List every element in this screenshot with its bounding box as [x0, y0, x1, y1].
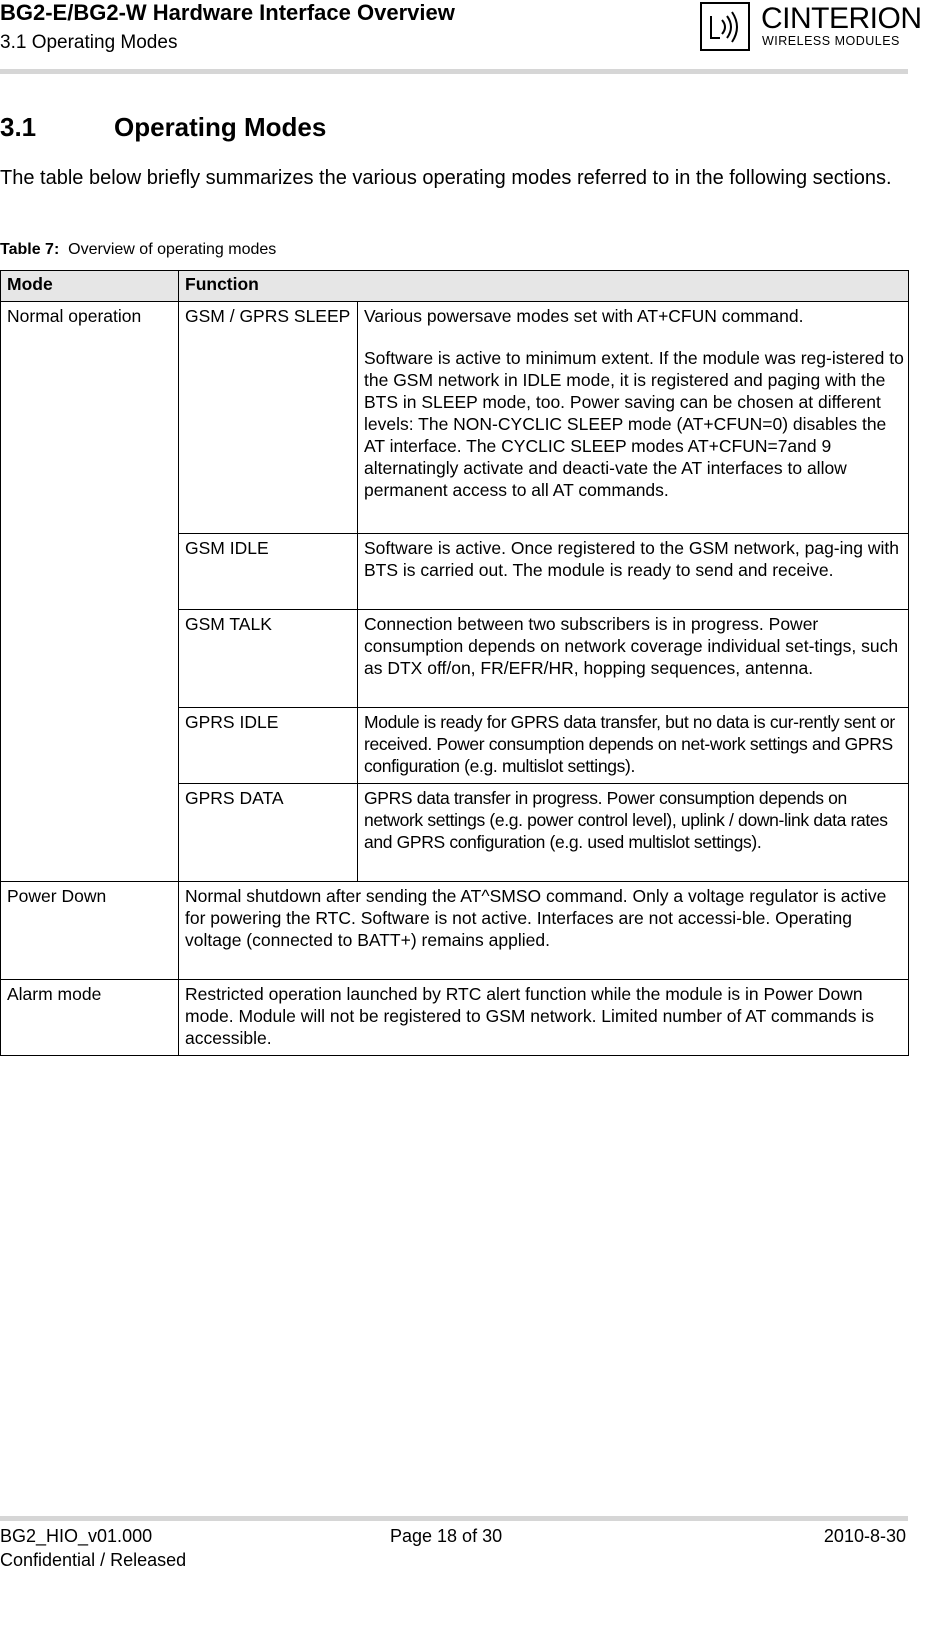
wireless-signal-icon [700, 2, 752, 52]
table-row [1, 882, 909, 980]
description-cell: Module is ready for GPRS data transfer, but no data is cur-rently sent or received. Power consumption depends on net-work settings and GPRS configuration (e.g. multislot settings). [358, 708, 909, 784]
submode-cell: GPRS IDLE [179, 708, 358, 784]
submode-cell: GPRS DATA [179, 784, 358, 882]
operating-modes-table [0, 270, 909, 1056]
table-row [1, 302, 909, 534]
table-header-row [1, 271, 909, 302]
cinterion-logo [700, 2, 922, 52]
logo-tagline: WIRELESS MODULES [762, 34, 900, 48]
table-caption-text: Overview of operating modes [68, 241, 277, 258]
table-caption [0, 240, 276, 260]
mode-cell: Alarm mode [1, 980, 179, 1056]
footer-date: 2010-8-30 [823, 1526, 906, 1546]
section-number: 3.1 [0, 112, 37, 142]
header-function: Function [179, 271, 909, 302]
mode-cell: Power Down [1, 882, 179, 980]
document-title: BG2-E/BG2-W Hardware Interface Overview [0, 0, 455, 25]
table-caption-label: Table 7: [0, 241, 60, 258]
mode-cell: Normal operation [1, 302, 179, 882]
submode-cell: GSM TALK [179, 610, 358, 708]
submode-cell: GSM / GPRS SLEEP [179, 302, 358, 534]
intro-paragraph: The table below briefly summarizes the various operating modes referred to in the following sections. [0, 167, 892, 189]
document-section-subtitle: 3.1 Operating Modes [0, 32, 178, 53]
section-title: Operating Modes [114, 112, 327, 142]
description-cell: Connection between two subscribers is in progress. Power consumption depends on network coverage individual set-tings, such as DTX off/on, FR/EFR/HR, hopping sequences, antenna. [358, 610, 909, 708]
table-row [1, 980, 909, 1056]
header-mode: Mode [1, 271, 179, 302]
submode-cell: GSM IDLE [179, 534, 358, 610]
function-cell: Normal shutdown after sending the AT^SMSO command. Only a voltage regulator is active for powering the RTC. Software is not active. Interfaces are not accessi-ble. Operating voltage (connected to BATT+) remains applied. [179, 882, 909, 980]
footer-status: Confidential / Released [0, 1550, 187, 1570]
description-cell: GPRS data transfer in progress. Power consumption depends on network settings (e.g. power control level), uplink / down-link data rates and GPRS configuration (e.g. used multislot settings). [358, 784, 909, 882]
description-paragraph: Software is active to minimum extent. If the module was reg-istered to the GSM network in IDLE mode, it is registered and paging with the BTS in SLEEP mode, too. Power saving can be chosen at different levels: The NON-CYCLIC SLEEP mode (AT+CFUN=0) disables the AT interface. The CYCLIC SLEEP modes AT+CFUN=7and 9 alternatingly activate and deacti-vate the AT interfaces to allow permanent access to all AT commands. [364, 348, 904, 500]
section-heading [0, 111, 326, 143]
description-cell [358, 302, 909, 534]
description-paragraph: Various powersave modes set with AT+CFUN command. [364, 306, 804, 326]
logo-wordmark: CINTERION [761, 2, 922, 35]
footer-divider [0, 1516, 908, 1521]
header-divider [0, 69, 908, 74]
footer-doc-id: BG2_HIO_v01.000 [0, 1526, 153, 1546]
description-cell: Software is active. Once registered to the GSM network, pag-ing with BTS is carried out. The module is ready to send and receive. [358, 534, 909, 610]
footer-page-number: Page 18 of 30 [390, 1526, 503, 1546]
function-cell: Restricted operation launched by RTC alert function while the module is in Power Down mode. Module will not be registered to GSM network. Limited number of AT commands is accessible. [179, 980, 909, 1056]
